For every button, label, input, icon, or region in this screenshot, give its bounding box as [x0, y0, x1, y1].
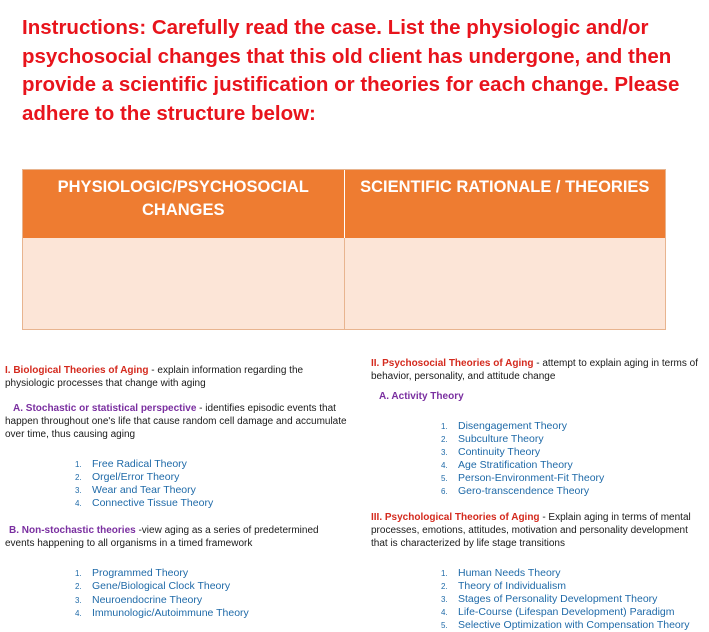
nonstochastic-desc: -view aging as a series of predetermined events happening to all organisms in a timed framework [5, 525, 319, 550]
list-item: 2. Orgel/Error Theory [75, 471, 180, 484]
stochastic-title: A. Stochastic or statistical perspective [13, 403, 197, 414]
biological-theories-section [5, 364, 350, 620]
header-rationale: SCIENTIFIC RATIONALE / THEORIES [360, 178, 650, 196]
instructions: Instructions: Carefully read the case. List the physiologic and/or psychosocial changes that this old client has undergone, and then provide a scientific justification or theories for each change. Please adhere to the structure below: [22, 16, 680, 125]
list-item: 1. Human Needs Theory [441, 566, 561, 579]
psychological-desc: - Explain aging in terms of mental processes, emotions, attitudes, motivation and personality development that is characterized by life stage transitions [371, 511, 691, 549]
list-item: 3. Continuity Theory [441, 446, 541, 459]
nonstochastic-paragraph [5, 524, 350, 550]
list-item: 3. Neuroendocrine Theory [75, 593, 203, 606]
psychosocial-desc: - attempt to explain aging in terms of behavior, personality, and attitude change [371, 358, 698, 382]
list-item: 3. Stages of Personality Development Theory [441, 592, 658, 605]
cell-rationale[interactable] [345, 238, 666, 329]
stochastic-desc: - identifies episodic events that happen throughout one's life that cause random cell damage and accumulate over time, thus causing aging [5, 403, 347, 440]
table-header [23, 170, 665, 238]
list-item: 2. Theory of Individualism [441, 579, 566, 592]
list-item: 4. Immunologic/Autoimmune Theory [75, 606, 249, 619]
biological-title: I. Biological Theories of Aging [5, 365, 149, 376]
header-physiologic: PHYSIOLOGIC/PSYCHOSOCIAL CHANGES [23, 170, 345, 238]
list-item: 2. Subculture Theory [441, 433, 544, 446]
nonstochastic-list [75, 567, 350, 619]
list-item: 1. Disengagement Theory [441, 420, 567, 432]
psychosocial-list [441, 420, 707, 499]
list-item: 5. Selective Optimization with Compensation Theory [441, 618, 690, 631]
cell-changes[interactable] [23, 238, 345, 329]
psychosocial-heading [371, 357, 707, 383]
list-item: 4. Connective Tissue Theory [75, 497, 214, 510]
list-item: 4. Age Stratification Theory [441, 459, 573, 472]
nonstochastic-title: B. Non-stochastic theories [9, 525, 136, 537]
list-item: 5. Person-Environment-Fit Theory [441, 472, 605, 485]
activity-title: A. Activity Theory [379, 391, 464, 402]
biological-desc: - explain information regarding the physiologic processes that change with aging [5, 365, 304, 389]
stochastic-list [75, 458, 350, 510]
list-item: 6. Gero-transcendence Theory [441, 485, 590, 498]
changes-table [22, 169, 666, 330]
activity-theory [371, 390, 707, 403]
table-body-row [23, 238, 665, 329]
list-item: 3. Wear and Tear Theory [75, 484, 196, 497]
list-item: 4. Life-Course (Lifespan Development) Paradigm [441, 605, 675, 618]
psychological-heading [371, 511, 707, 550]
stochastic-paragraph [5, 402, 350, 441]
list-item: 2. Gene/Biological Clock Theory [75, 580, 231, 593]
psychological-list [441, 567, 707, 632]
psychosocial-theories-section [371, 357, 707, 632]
psychological-title: III. Psychological Theories of Aging [371, 511, 540, 523]
biological-heading [5, 364, 350, 390]
list-item: 1. Programmed Theory [75, 567, 189, 580]
list-item: 1. Free Radical Theory [75, 458, 187, 470]
psychosocial-title: II. Psychosocial Theories of Aging [371, 358, 534, 369]
